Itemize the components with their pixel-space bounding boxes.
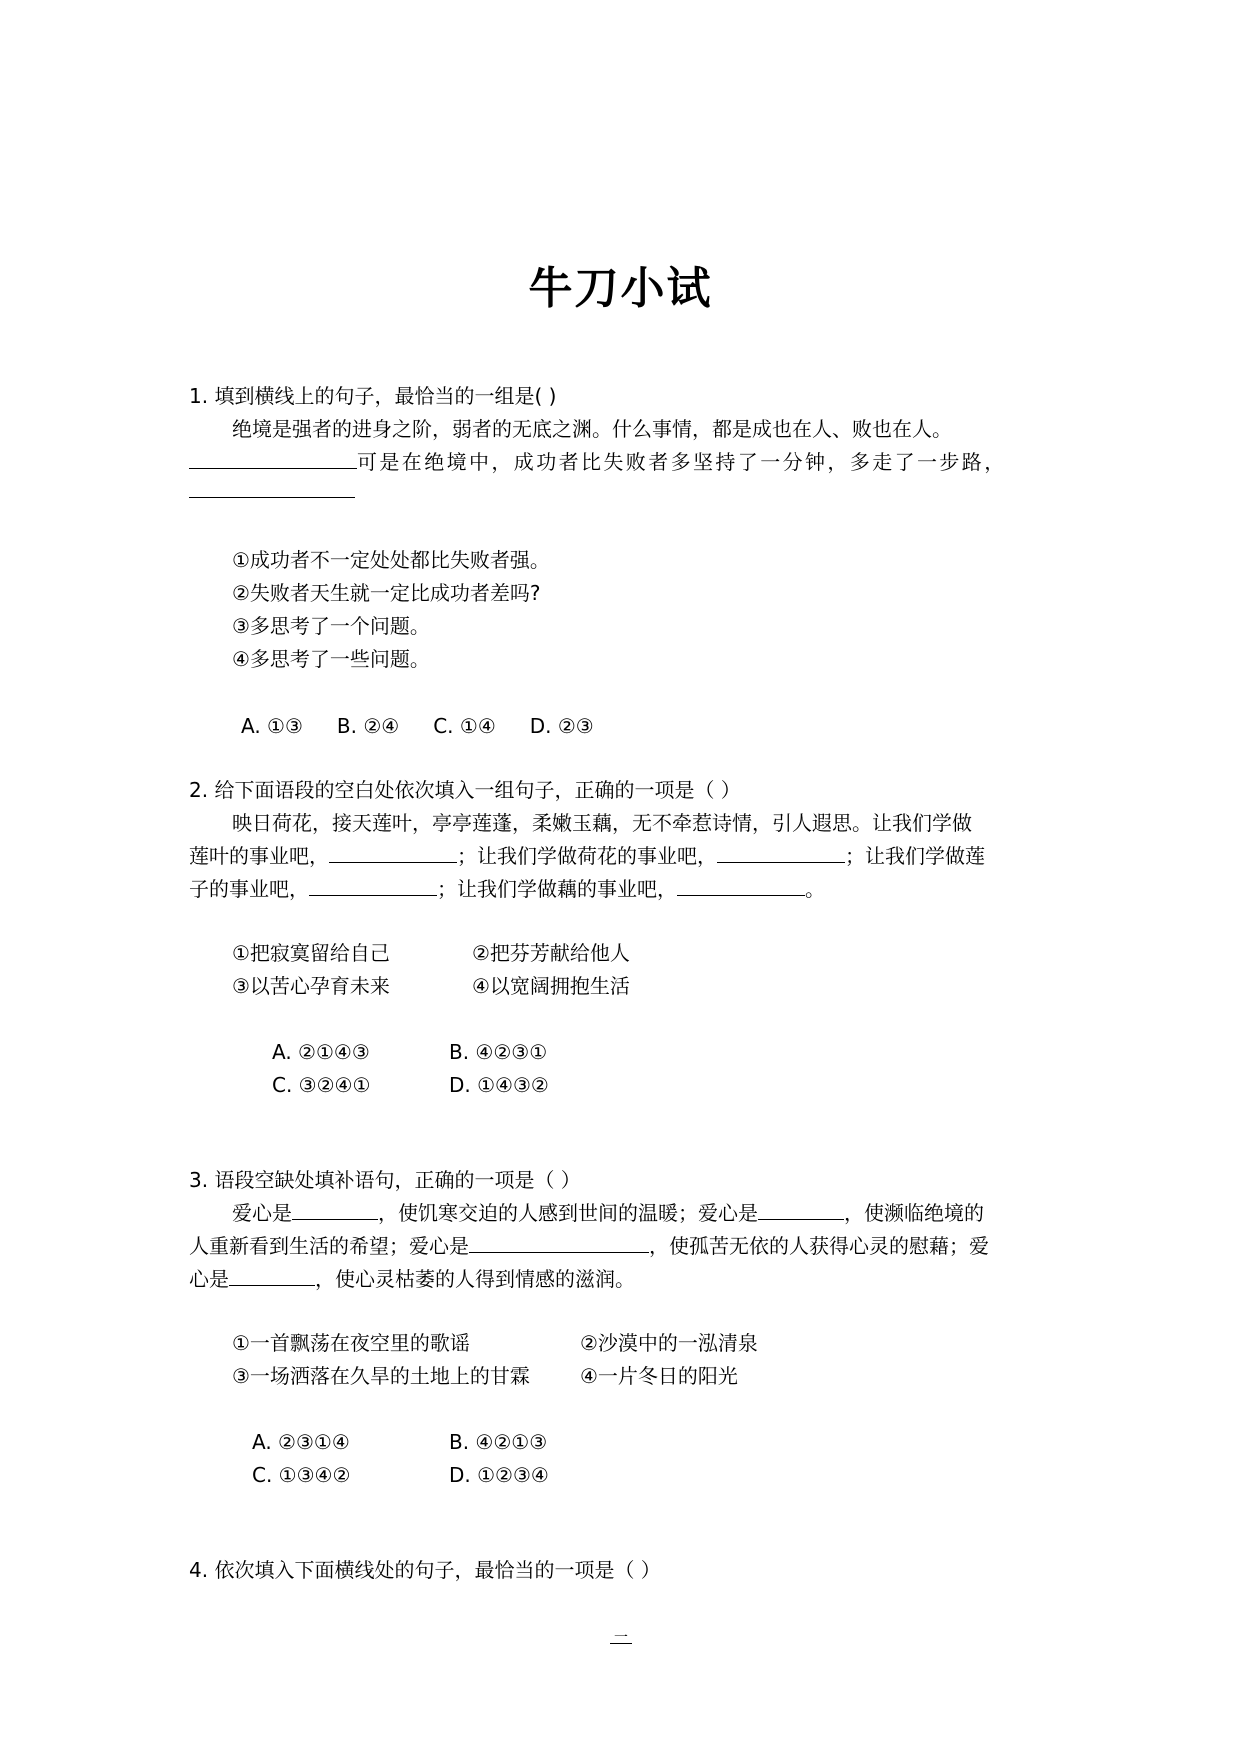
q3-stem: 3. 语段空缺处填补语句，正确的一项是（ ） [189, 1168, 581, 1192]
q1-choice-d: D. ②③ [529, 714, 594, 738]
q1-blank-2 [189, 479, 355, 498]
q2-text-3a: 子的事业吧， [189, 877, 309, 901]
q2-blank-3 [309, 877, 437, 896]
q3-para-line1 [232, 1200, 984, 1226]
q2-para-line2 [189, 843, 985, 869]
q1-option-2: ②失败者天生就一定比成功者差吗? [232, 581, 541, 605]
q3-choice-a: A. ②③①④ [252, 1430, 350, 1454]
q1-option-4: ④多思考了一些问题。 [232, 647, 430, 671]
q3-option-2: ②沙漠中的一泓清泉 [580, 1331, 758, 1355]
q1-choice-a: A. ①③ [241, 714, 303, 738]
q3-option-4: ④一片冬日的阳光 [580, 1364, 738, 1388]
q2-choice-d: D. ①④③② [449, 1073, 549, 1097]
q3-blank-3 [469, 1234, 649, 1253]
q3-text-3a: 心是 [189, 1267, 229, 1291]
page-number: 一 [610, 1633, 632, 1644]
q2-choice-a: A. ②①④③ [272, 1040, 370, 1064]
q1-choice-b: B. ②④ [336, 714, 400, 738]
q1-para-line1: 绝境是强者的进身之阶，弱者的无底之渊。什么事情，都是成也在人、败也在人。 [232, 417, 952, 441]
q2-para-line1: 映日荷花，接天莲叶，亭亭莲蓬，柔嫩玉藕，无不牵惹诗情，引人遐思。让我们学做 [232, 811, 972, 835]
q1-choice-c: C. ①④ [433, 714, 496, 738]
q3-text-3b: ，使心灵枯萎的人得到情感的滋润。 [315, 1267, 635, 1291]
q3-choice-b: B. ④②①③ [449, 1430, 548, 1454]
q3-text-2a: 人重新看到生活的希望；爱心是 [189, 1234, 469, 1258]
q2-blank-2 [717, 844, 845, 863]
q1-para-line2-text: 可是在绝境中，成功者比失败者多坚持了一分钟，多走了一步路， [357, 450, 1007, 474]
q3-para-line3 [189, 1266, 635, 1292]
q1-option-3: ③多思考了一个问题。 [232, 614, 430, 638]
q3-blank-2 [758, 1201, 844, 1220]
q4-stem: 4. 依次填入下面横线处的句子，最恰当的一项是（ ） [189, 1558, 661, 1582]
q1-blank-1 [189, 450, 357, 469]
q1-para-line2 [189, 449, 1059, 475]
q3-choice-d: D. ①②③④ [449, 1463, 549, 1487]
q2-stem: 2. 给下面语段的空白处依次填入一组句子，正确的一项是（ ） [189, 778, 741, 802]
q1-stem: 1. 填到横线上的句子，最恰当的一组是( ) [189, 384, 557, 408]
q3-blank-1 [292, 1201, 378, 1220]
q1-choices [241, 713, 594, 739]
q2-option-1: ①把寂寞留给自己 [232, 941, 390, 965]
q3-option-3: ③一场洒落在久旱的土地上的甘霖 [232, 1364, 530, 1388]
q3-text-1c: ，使濒临绝境的 [844, 1201, 984, 1225]
q2-option-2: ②把芬芳献给他人 [472, 941, 630, 965]
q2-text-2a: 莲叶的事业吧， [189, 844, 329, 868]
q3-text-1a: 爱心是 [232, 1201, 292, 1225]
q3-option-1: ①一首飘荡在夜空里的歌谣 [232, 1331, 470, 1355]
q2-text-3b: ；让我们学做藕的事业吧， [437, 877, 677, 901]
q2-option-3: ③以苦心孕育未来 [232, 974, 390, 998]
q2-text-3c: 。 [805, 877, 825, 901]
q2-choice-b: B. ④②③① [449, 1040, 548, 1064]
q2-blank-1 [329, 844, 457, 863]
page-title: 牛刀小试 [528, 263, 713, 314]
q2-option-4: ④以宽阔拥抱生活 [472, 974, 630, 998]
q3-text-2b: ，使孤苦无依的人获得心灵的慰藉；爱 [649, 1234, 989, 1258]
q2-para-line3 [189, 876, 825, 902]
q3-para-line2 [189, 1233, 989, 1259]
q2-text-2b: ；让我们学做荷花的事业吧， [457, 844, 717, 868]
q2-choice-c: C. ③②④① [272, 1073, 371, 1097]
q2-text-2c: ；让我们学做莲 [845, 844, 985, 868]
q1-option-1: ①成功者不一定处处都比失败者强。 [232, 548, 550, 572]
q1-para-line3 [189, 478, 355, 504]
q3-choice-c: C. ①③④② [252, 1463, 351, 1487]
q3-blank-4 [229, 1267, 315, 1286]
q3-text-1b: ，使饥寒交迫的人感到世间的温暖；爱心是 [378, 1201, 758, 1225]
q2-blank-4 [677, 877, 805, 896]
